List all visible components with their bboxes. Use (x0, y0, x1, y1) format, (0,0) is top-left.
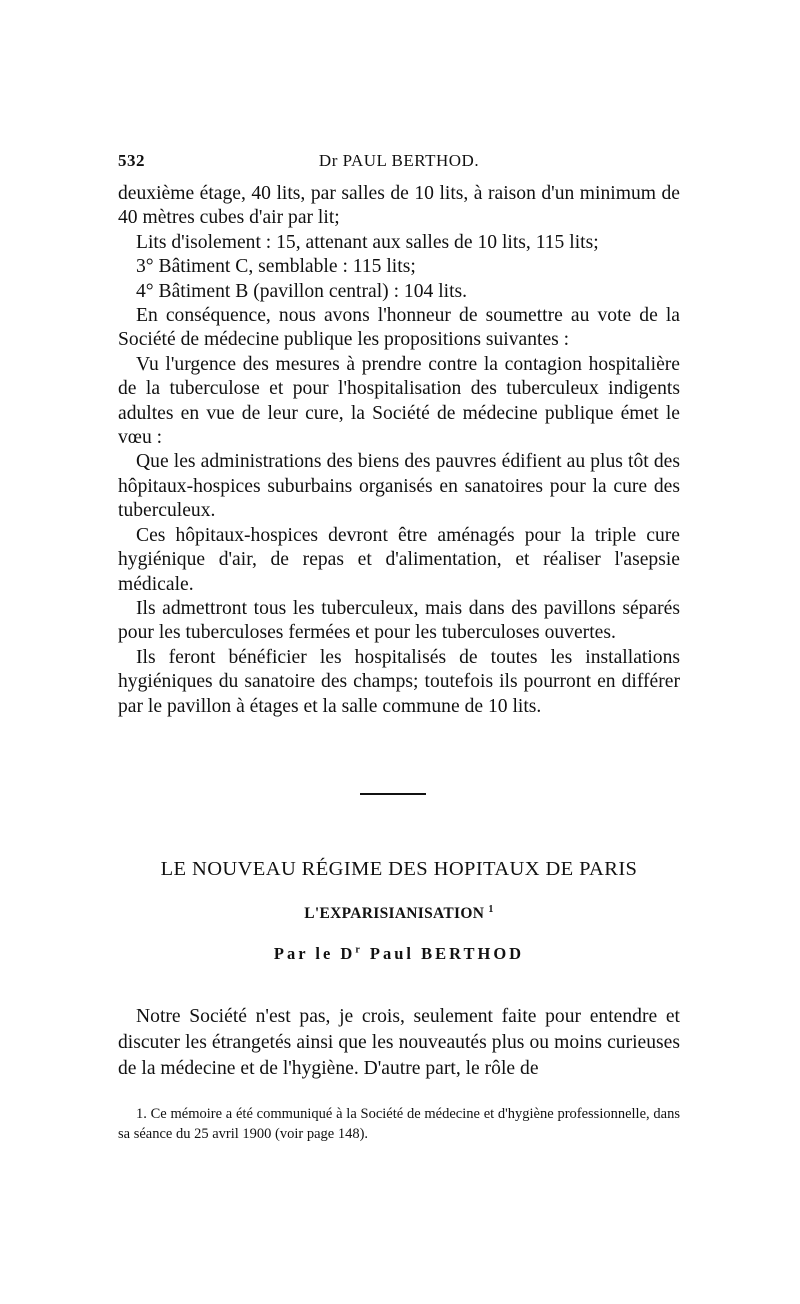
section-divider (360, 793, 426, 795)
paragraph: Que les administrations des biens des pauvres édifient au plus tôt des hôpitaux-hospices suburbains organisés en sanatoires pour la cure des tuberculeux. (118, 451, 680, 522)
article-byline (118, 944, 680, 964)
paragraph: 4° Bâtiment B (pavillon central) : 104 lits. (136, 280, 468, 302)
byline-sup: r (355, 944, 363, 956)
paragraph: Ils admettront tous les tuberculeux, mais dans des pavillons séparés pour les tuberculoses fermées et pour les tuberculoses ouvertes. (118, 597, 680, 644)
author-name: Paul BERTHOD (369, 944, 525, 963)
paragraph: Lits d'isolement : 15, attenant aux salles de 10 lits, 115 lits; (136, 231, 599, 253)
paragraph: Vu l'urgence des mesures à prendre contre la contagion hospitalière de la tuberculose et pour l'hospitalisation des tuberculeux indigents adultes en vue de leur cure, la Société de médecine publique émet le vœu : (118, 353, 680, 449)
page-number: 532 (118, 151, 145, 170)
subtitle-text: L'EXPARISIANISATION (304, 905, 485, 922)
article-body (118, 1004, 680, 1082)
footnote-marker: 1 (488, 903, 494, 915)
page-header (118, 151, 680, 177)
paragraph: Notre Société n'est pas, je crois, seulement faite pour entendre et discuter les étrangetés ainsi que les nouveautés plus ou moins curieuses de la médecine et de l'hygiène. D'autre part, le rôle de (118, 1006, 680, 1079)
paragraph: Ces hôpitaux-hospices devront être aménagés pour la triple cure hygiénique d'air, de repas et d'alimentation, et réaliser l'asepsie médicale. (118, 524, 680, 595)
body-text-top (118, 182, 680, 719)
footnote (118, 1104, 680, 1144)
paragraph: deuxième étage, 40 lits, par salles de 10 lits, à raison d'un minimum de 40 mètres cubes d'air par lit; (118, 183, 680, 229)
footnote-text: 1. Ce mémoire a été communiqué à la Société de médecine et d'hygiène professionnelle, dans sa séance du 25 avril 1900 (voir page 148). (118, 1106, 680, 1142)
article-subtitle (118, 905, 680, 923)
paragraph: Ils feront bénéficier les hospitalisés de toutes les installations hygiéniques du sanatoire des champs; toutefois ils pourront en différer par le pavillon à étages et la salle commune de 10 lits. (118, 646, 680, 717)
byline-prefix: Par le D (273, 944, 356, 963)
paragraph: En conséquence, nous avons l'honneur de soumettre au vote de la Société de médecine publique les propositions suivantes : (118, 305, 680, 351)
article-title: LE NOUVEAU RÉGIME DES HOPITAUX DE PARIS (160, 858, 638, 880)
paragraph: 3° Bâtiment C, semblable : 115 lits; (136, 256, 416, 278)
running-title: Dr PAUL BERTHOD. (318, 151, 480, 170)
